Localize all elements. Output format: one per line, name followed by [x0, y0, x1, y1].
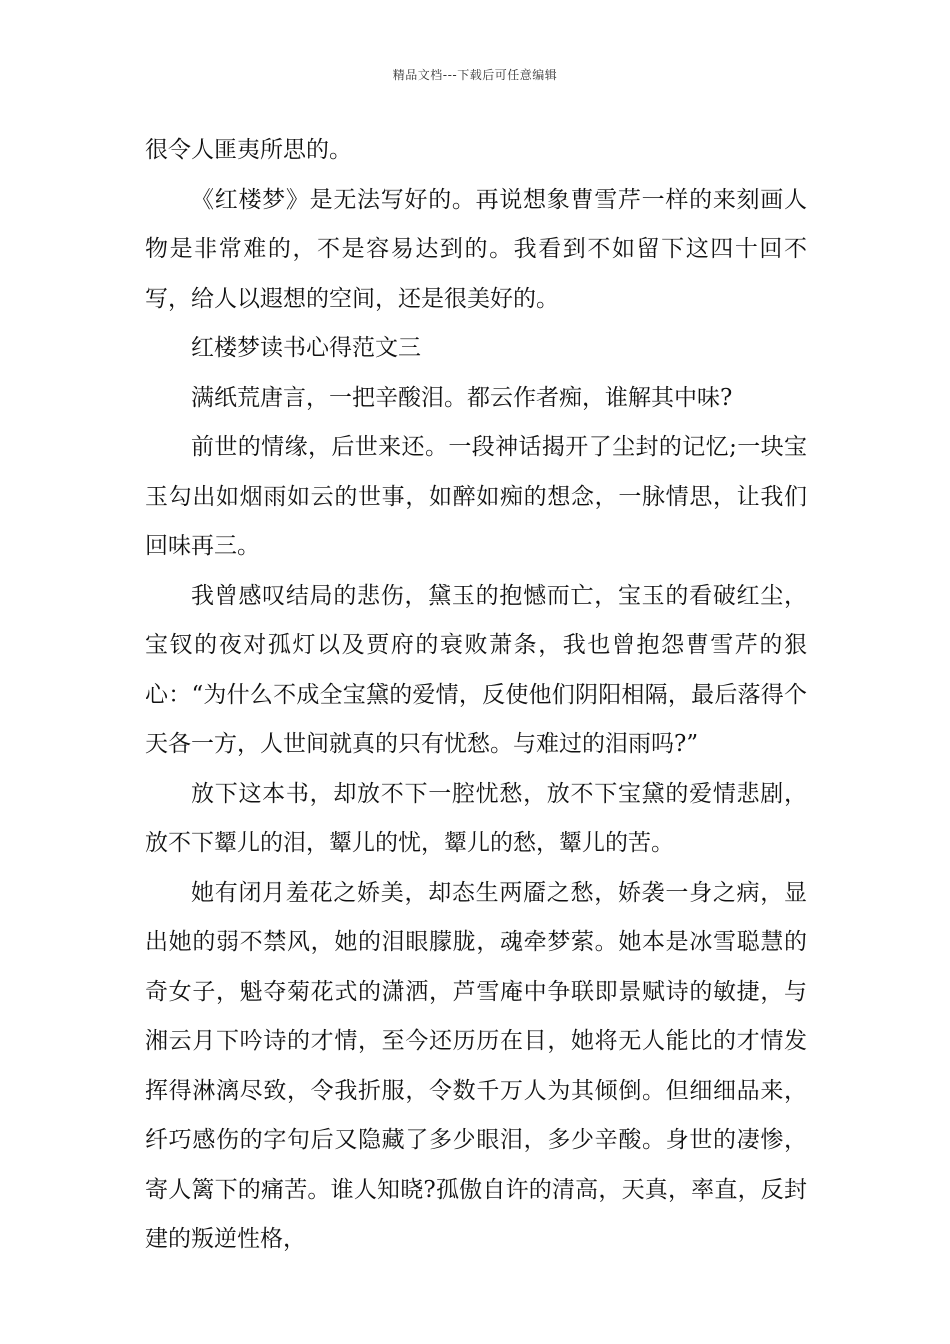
- paragraph: 前世的情缘，后世来还。一段神话揭开了尘封的记忆;一块宝玉勾出如烟雨如云的世事，如醉如痴的想念，一脉情思，让我们回味再三。: [145, 434, 807, 559]
- paragraph: 她有闭月羞花之娇美，却态生两靥之愁，娇袭一身之病，显出她的弱不禁风，她的泪眼朦胧，魂牵梦萦。她本是冰雪聪慧的奇女子，魁夺菊花式的潇洒，芦雪庵中争联即景赋诗的敏捷，与湘云月下吟诗的才情，至今还历历在目，她将无人能比的才情发挥得淋漓尽致，令我折服，令数千万人为其倾倒。但细细品来，纤巧感伤的字句后又隐藏了多少眼泪，多少辛酸。身世的凄惨，寄人篱下的痛苦。谁人知晓?孤傲自许的清高，天真，率直，反封建的叛逆性格，: [145, 879, 807, 1252]
- paragraph: 《红楼梦》是无法写好的。再说想象曹雪芹一样的来刻画人物是非常难的，不是容易达到的。我看到不如留下这四十回不写，给人以遐想的空间，还是很美好的。: [145, 186, 807, 312]
- paragraph-continuation: 很令人匪夷所思的。: [145, 137, 352, 163]
- paragraph: 满纸荒唐言，一把辛酸泪。都云作者痴，谁解其中味?: [191, 384, 733, 411]
- document-body: [145, 126, 807, 1265]
- paragraph: 放下这本书，却放不下一腔忧愁，放不下宝黛的爱情悲剧，放不下颦儿的泪，颦儿的忧，颦儿的愁，颦儿的苦。: [145, 780, 807, 856]
- paragraph: 我曾感叹结局的悲伤，黛玉的抱憾而亡，宝玉的看破红尘，宝钗的夜对孤灯以及贾府的衰败萧条，我也曾抱怨曹雪芹的狠心：“为什么不成全宝黛的爱情，反使他们阴阳相隔，最后落得个天各一方，人世间就真的只有忧愁。与难过的泪雨吗?”: [145, 582, 807, 757]
- page-header: 精品文档---下载后可任意编辑: [392, 68, 558, 82]
- section-heading: 红楼梦读书心得范文三: [191, 335, 421, 361]
